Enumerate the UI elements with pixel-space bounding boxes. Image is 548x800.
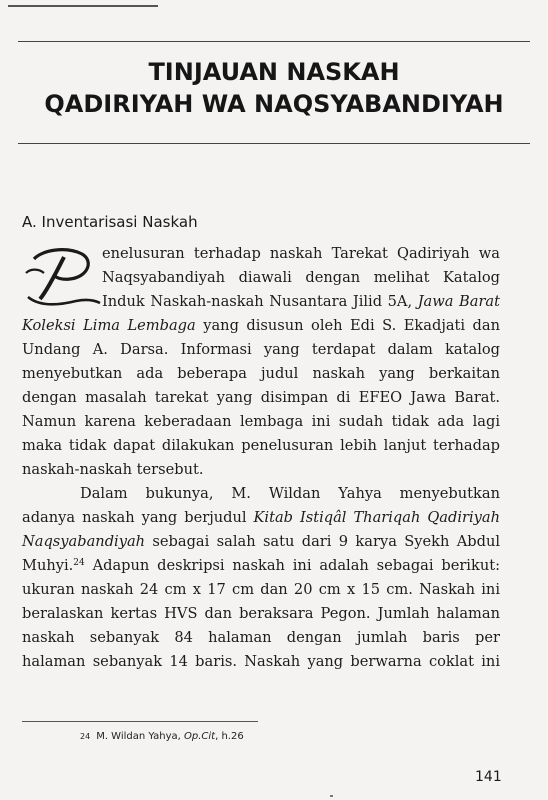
scan-speck — [330, 795, 333, 797]
paragraph-2-line-8: halaman sebanyak 14 baris. Naskah yang berwarna coklat ini — [22, 653, 500, 670]
paragraph-1-line-7: dengan masalah tarekat yang disimpan di EFEO Jawa Barat. — [22, 389, 500, 406]
drop-cap-letter — [20, 237, 104, 307]
chapter-title-line-2: QADIRIYAH WA NAQSYABANDIYAH — [44, 90, 504, 118]
footnote-rest: , h.26 — [215, 731, 244, 742]
chapter-title-line-1: TINJAUAN NASKAH — [148, 58, 400, 86]
paragraph-2-line-2-italic: Kitab Istiqâl Thariqah Qadiriyah — [253, 509, 500, 526]
paragraph-1-line-3-text: Induk Naskah-naskah Nusantara Jilid 5A, — [102, 293, 413, 310]
paragraph-1-line-5: Undang A. Darsa. Informasi yang terdapat dalam katalog — [22, 341, 500, 358]
footnote-italic: Op.Cit — [184, 731, 216, 742]
title-bottom-rule — [18, 143, 530, 144]
paragraph-2-line-5: ukuran naskah 24 cm x 17 cm dan 20 cm x 15 cm. Naskah ini — [22, 581, 500, 598]
top-corner-mark — [8, 0, 158, 7]
paragraph-1-line-2: Naqsyabandiyah diawali dengan melihat Katalog — [102, 269, 500, 286]
paragraph-1-line-9: maka tidak dapat dilakukan penelusuran lebih lanjut terhadap — [22, 437, 500, 454]
paragraph-1-line-3 — [102, 292, 500, 312]
footnote — [80, 731, 244, 742]
paragraph-2-line-3-italic: Naqsyabandiyah — [22, 533, 146, 550]
footnote-number: 24 — [80, 732, 91, 741]
paragraph-1-line-10: naskah-naskah tersebut. — [22, 461, 204, 478]
section-heading: A. Inventarisasi Naskah — [22, 213, 198, 231]
paragraph-1-line-3-italic: Jawa Barat — [417, 293, 500, 310]
footnote-text: M. Wildan Yahya, — [96, 731, 181, 742]
paragraph-1-line-8: Namun karena keberadaan lembaga ini sudah tidak ada lagi — [22, 413, 500, 430]
paragraph-2-line-2 — [22, 508, 500, 528]
paragraph-1-line-4 — [22, 316, 500, 336]
footnote-reference: 24 — [73, 558, 85, 568]
chapter-title — [18, 56, 530, 120]
paragraph-2-line-6: beralaskan kertas HVS dan beraksara Pegon. Jumlah halaman — [22, 605, 500, 622]
paragraph-1-line-4-italic: Koleksi Lima Lembaga — [22, 317, 196, 334]
paragraph-2-line-3 — [22, 532, 500, 552]
paragraph-2-line-7: naskah sebanyak 84 halaman dengan jumlah baris per — [22, 629, 500, 646]
page-number: 141 — [475, 769, 502, 785]
paragraph-1-line-4-text: yang disusun oleh Edi S. Ekadjati dan — [203, 317, 501, 334]
paragraph-2-line-2-text: adanya naskah yang berjudul — [22, 509, 247, 526]
title-top-rule — [18, 41, 530, 42]
paragraph-2-line-1: Dalam bukunya, M. Wildan Yahya menyebutkan — [80, 485, 500, 502]
paragraph-2-line-4-rest: Adapun deskripsi naskah ini adalah sebagai berikut: — [92, 557, 500, 574]
footnote-rule — [22, 721, 258, 722]
paragraph-1-line-1: enelusuran terhadap naskah Tarekat Qadiriyah wa — [102, 245, 500, 262]
paragraph-2-line-3-text: sebagai salah satu dari 9 karya Syekh Abdul — [152, 533, 501, 550]
paragraph-2-line-4-text: Muhyi. — [22, 557, 74, 574]
paragraph-2-line-4 — [22, 556, 500, 576]
paragraph-1-line-6: menyebutkan ada beberapa judul naskah yang berkaitan — [22, 365, 500, 382]
